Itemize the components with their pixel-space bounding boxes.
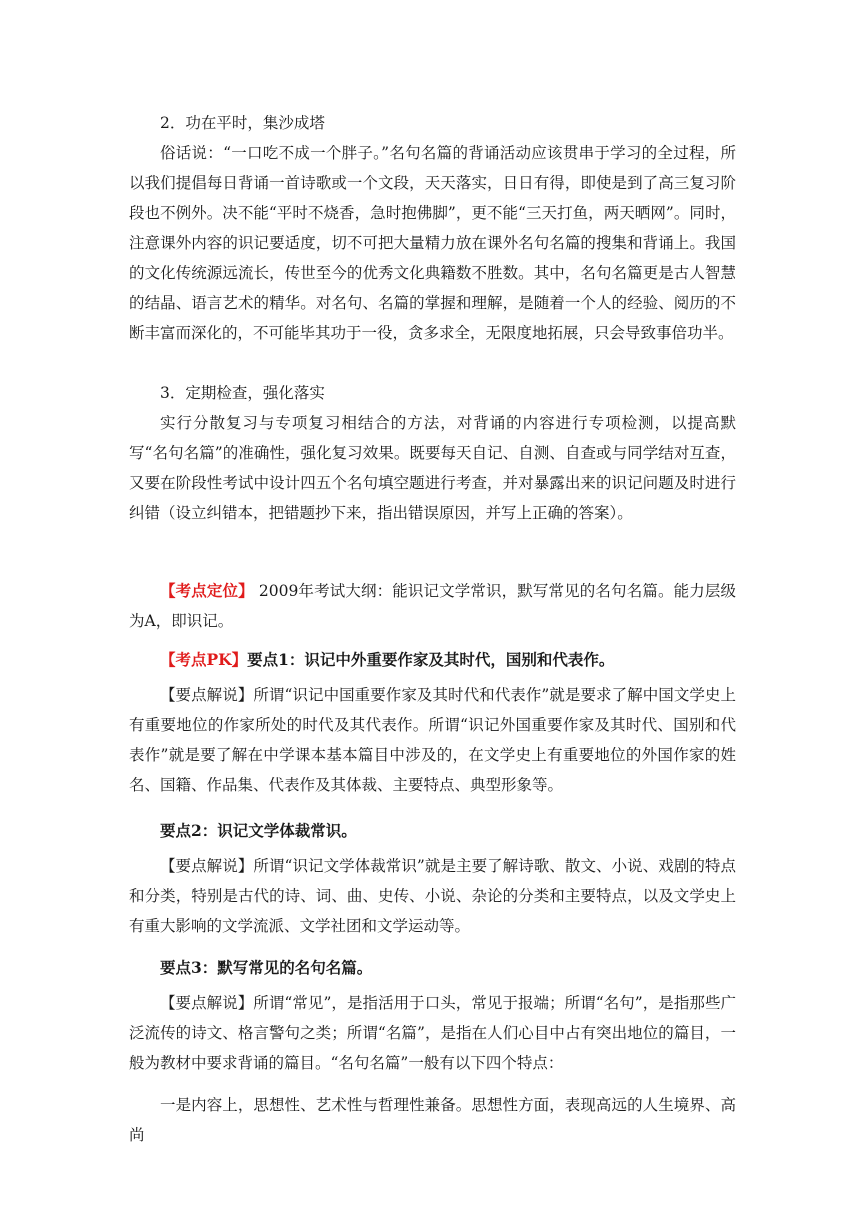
point-1-text: 所谓“识记中国重要作家及其时代和代表作”就是要求了解中国文学史上有重要地位的作家所处的时代及其代表作。所谓“识记外国重要作家及其时代、国别和代表作”就是要了解在中学课本基本篇目中涉及的，在文学史上有重要地位的外国作家的姓名、国籍、作品集、代表作及其体裁、主要特点、典型形象等。 [129, 686, 736, 794]
point-2-text: 所谓“识记文学体裁常识”就是主要了解诗歌、散文、小说、戏剧的特点和分类，特别是古代的诗、词、曲、史传、小说、杂论的分类和主要特点，以及文学史上有重大影响的文学流派、文学社团和文学运动等。 [129, 857, 736, 935]
exam-point-paragraph [129, 576, 736, 636]
exam-point-text: 2009年考试大纲：能识记文学常识，默写常见的名句名篇。能力层级为A，即识记。 [129, 582, 736, 630]
point-3-explanation [129, 988, 736, 1078]
exam-point-label: 【考点定位】 [160, 581, 254, 600]
point-1-heading [129, 645, 736, 675]
point-2-label: 【要点解说】 [160, 857, 254, 875]
section-3-title: 3．定期检查，强化落实 [160, 384, 325, 402]
section-2-paragraph: 俗话说：“一口吃不成一个胖子。”名句名篇的背诵活动应该贯串于学习的全过程，所以我们提倡每日背诵一首诗歌或一个文段，天天落实，日日有得，即使是到了高三复习阶段也不例外。决不能“平时不烧香，急时抱佛脚”，更不能“三天打鱼，两天晒网”。同时，注意课外内容的识记要适度，切不可把大量精力放在课外名句名篇的搜集和背诵上。我国的文化传统源远流长，传世至今的优秀文化典籍数不胜数。其中，名句名篇更是古人智慧的结晶、语言艺术的精华。对名句、名篇的掌握和理解，是随着一个人的经验、阅历的不断丰富而深化的，不可能毕其功于一役，贪多求全，无限度地拓展，只会导致事倍功半。 [129, 144, 736, 342]
point-2-explanation [129, 851, 736, 941]
point-3-text: 所谓“常见”，是指活用于口头，常见于报端；所谓“名句”，是指那些广泛流传的诗文、格言警句之类；所谓“名篇”，是指在人们心目中占有突出地位的篇目，一般为教材中要求背诵的篇目。“名句名篇”一般有以下四个特点： [129, 994, 736, 1072]
section-2-title: 2．功在平时，集沙成塔 [160, 114, 325, 132]
point-3-title: 要点3：默写常见的名句名篇。 [160, 958, 373, 977]
point-1-label: 【要点解说】 [160, 686, 254, 704]
final-paragraph: 一是内容上，思想性、艺术性与哲理性兼备。思想性方面，表现高远的人生境界、高尚 [129, 1096, 736, 1144]
section-3-paragraph: 实行分散复习与专项复习相结合的方法，对背诵的内容进行专项检测，以提高默写“名句名篇”的准确性，强化复习效果。既要每天自记、自测、自查或与同学结对互查，又要在阶段性考试中设计四五个名句填空题进行考查，并对暴露出来的识记问题及时进行纠错（设立纠错本，把错题抄下来，指出错误原因，并写上正确的答案）。 [129, 414, 736, 522]
point-2-title: 要点2：识记文学体裁常识。 [160, 821, 357, 840]
point-1-title: 要点1：识记中外重要作家及其时代，国别和代表作。 [247, 650, 615, 669]
exam-pk-label: 【考点PK】 [160, 650, 248, 669]
point-3-label: 【要点解说】 [160, 994, 254, 1012]
point-1-explanation [129, 680, 736, 800]
